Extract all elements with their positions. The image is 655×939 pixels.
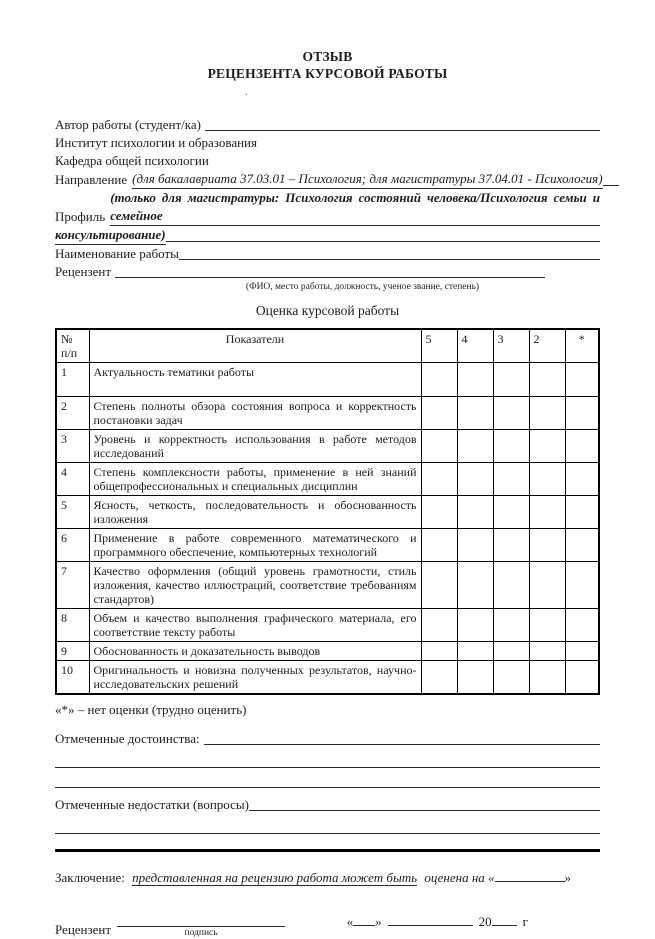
column-header-indicators: Показатели <box>89 329 421 363</box>
row-indicator: Степень полноты обзора состояния вопроса и корректность постановки задач <box>89 397 421 430</box>
score-cell-2 <box>529 661 565 695</box>
merits-blank-line <box>204 744 600 745</box>
score-cell-star <box>565 463 599 496</box>
profile-note-line1: (только для магистратуры: Психология состояний человека/Психология семьи и семейное <box>110 189 600 226</box>
flaws-label: Отмеченные недостатки (вопросы) <box>55 797 249 812</box>
score-cell-star <box>565 496 599 529</box>
blank-line <box>55 814 600 834</box>
table-header-row <box>56 329 599 363</box>
year-blank <box>492 914 517 926</box>
profile-blank-line <box>166 241 600 242</box>
author-label: Автор работы (студент/ка) <box>55 117 201 132</box>
work-name-label: Наименование работы <box>55 246 179 261</box>
score-cell-5 <box>421 642 457 661</box>
stray-mark: . <box>245 86 248 98</box>
year-prefix: 20 <box>478 914 492 929</box>
score-cell-4 <box>457 363 493 397</box>
row-number: 1 <box>56 363 89 397</box>
score-cell-star <box>565 529 599 562</box>
row-indicator: Качество оформления (общий уровень грамотности, стиль изложения, качество иллюстраций, соответствие требованиям стандартов) <box>89 562 421 609</box>
document-title-line1: ОТЗЫВ <box>302 49 353 64</box>
row-number: 6 <box>56 529 89 562</box>
profile-note-line2: консультирование) <box>55 226 166 245</box>
table-row <box>56 661 599 695</box>
score-cell-2 <box>529 463 565 496</box>
score-cell-5 <box>421 430 457 463</box>
table-row <box>56 363 599 397</box>
score-cell-4 <box>457 496 493 529</box>
table-row <box>56 642 599 661</box>
remarks-section <box>55 730 600 834</box>
column-header-number <box>56 329 89 363</box>
date-open-quote: « <box>346 914 354 929</box>
score-cell-3 <box>493 463 529 496</box>
row-number: 9 <box>56 642 89 661</box>
signature-reviewer-label: Рецензент <box>55 922 112 937</box>
column-header-score-2: 2 <box>529 329 565 363</box>
row-number: 5 <box>56 496 89 529</box>
score-cell-star <box>565 363 599 397</box>
score-cell-3 <box>493 496 529 529</box>
section-divider <box>55 849 600 852</box>
flaws-blank-line <box>249 810 600 811</box>
score-cell-5 <box>421 363 457 397</box>
evaluation-table <box>55 328 600 695</box>
date-field <box>347 913 528 931</box>
score-cell-3 <box>493 609 529 642</box>
score-cell-2 <box>529 609 565 642</box>
score-cell-3 <box>493 363 529 397</box>
score-cell-3 <box>493 661 529 695</box>
work-name-blank-line <box>179 259 600 260</box>
score-cell-5 <box>421 496 457 529</box>
table-row <box>56 529 599 562</box>
no-score-note: «*» – нет оценки (трудно оценить) <box>55 702 247 717</box>
author-blank-line <box>205 130 600 131</box>
row-indicator: Применение в работе современного математического и программного обеспечение, компьютерных технологий <box>89 529 421 562</box>
department-text: Кафедра общей психологии <box>55 153 209 168</box>
closing-quote: » <box>564 870 572 885</box>
row-number: 8 <box>56 609 89 642</box>
direction-blank-line <box>603 185 619 186</box>
score-cell-2 <box>529 430 565 463</box>
score-cell-4 <box>457 609 493 642</box>
table-row <box>56 397 599 430</box>
conclusion-label: Заключение: <box>55 870 125 885</box>
date-close-quote: » <box>375 914 382 929</box>
reviewer-field <box>55 263 600 281</box>
institute-text: Институт психологии и образования <box>55 135 257 150</box>
department-line <box>55 152 600 170</box>
profile-field <box>55 189 600 226</box>
score-cell-3 <box>493 397 529 430</box>
reviewer-hint: (ФИО, место работы, должность, ученое звание, степень) <box>245 282 480 292</box>
score-cell-4 <box>457 661 493 695</box>
institute-line <box>55 134 600 152</box>
profile-field-line2 <box>55 226 600 245</box>
blank-line <box>55 748 600 768</box>
merits-field <box>55 730 600 748</box>
direction-note: (для бакалавриата 37.03.01 – Психология; для магистратуры 37.04.01 - Психология) <box>132 170 602 189</box>
score-cell-star <box>565 642 599 661</box>
work-name-field <box>55 245 600 263</box>
direction-field <box>55 170 603 189</box>
score-cell-star <box>565 661 599 695</box>
score-cell-2 <box>529 642 565 661</box>
score-cell-2 <box>529 397 565 430</box>
conclusion-tail-phrase: оценена на « <box>424 870 495 885</box>
direction-label: Направление <box>55 172 128 187</box>
number-header-line1: № <box>61 332 73 346</box>
score-cell-5 <box>421 463 457 496</box>
score-cell-3 <box>493 529 529 562</box>
number-header-line2: п/п <box>61 346 78 360</box>
score-cell-5 <box>421 609 457 642</box>
score-cell-star <box>565 430 599 463</box>
column-header-no-score: * <box>565 329 599 363</box>
score-cell-4 <box>457 397 493 430</box>
score-cell-2 <box>529 529 565 562</box>
conclusion-field <box>55 869 600 887</box>
score-cell-2 <box>529 496 565 529</box>
signature-row <box>55 913 600 939</box>
score-cell-4 <box>457 642 493 661</box>
merits-label: Отмеченные достоинства: <box>55 731 200 746</box>
score-cell-2 <box>529 363 565 397</box>
form-fields <box>55 116 603 293</box>
table-row <box>56 430 599 463</box>
score-cell-4 <box>457 430 493 463</box>
column-header-score-3: 3 <box>493 329 529 363</box>
row-number: 7 <box>56 562 89 609</box>
row-indicator: Уровень и корректность использования в работе методов исследований <box>89 430 421 463</box>
reviewer-blank-line <box>115 277 545 278</box>
signature-caption: подпись <box>184 928 218 938</box>
score-cell-star <box>565 397 599 430</box>
score-cell-2 <box>529 562 565 609</box>
column-header-score-5: 5 <box>421 329 457 363</box>
profile-label: Профиль <box>55 209 106 224</box>
author-field <box>55 116 600 134</box>
blank-line <box>55 768 600 788</box>
row-indicator: Объем и качество выполнения графического материала, его соответствие тексту работы <box>89 609 421 642</box>
score-cell-5 <box>421 529 457 562</box>
grade-blank <box>495 870 565 882</box>
score-cell-star <box>565 562 599 609</box>
row-number: 4 <box>56 463 89 496</box>
score-cell-3 <box>493 642 529 661</box>
date-month-blank <box>388 914 473 926</box>
score-cell-4 <box>457 562 493 609</box>
table-row <box>56 609 599 642</box>
conclusion-underlined-phrase: представленная на рецензию работа может быть <box>132 870 418 885</box>
table-row <box>56 496 599 529</box>
score-cell-3 <box>493 430 529 463</box>
signature-line-wrap <box>117 913 285 939</box>
score-cell-3 <box>493 562 529 609</box>
table-row <box>56 463 599 496</box>
row-indicator: Актуальность тематики работы <box>89 363 421 397</box>
column-header-score-4: 4 <box>457 329 493 363</box>
score-cell-5 <box>421 562 457 609</box>
row-indicator: Оригинальность и новизна полученных результатов, научно-исследовательских решений <box>89 661 421 695</box>
row-indicator: Степень комплексности работы, применение в ней знаний общепрофессиональных и специальных дисциплин <box>89 463 421 496</box>
row-indicator: Ясность, четкость, последовательность и обоснованность изложения <box>89 496 421 529</box>
score-cell-star <box>565 609 599 642</box>
document-title-line2: РЕЦЕНЗЕНТА КУРСОВОЙ РАБОТЫ <box>207 66 448 81</box>
evaluation-section-title: Оценка курсовой работы <box>255 303 400 318</box>
row-number: 2 <box>56 397 89 430</box>
flaws-field <box>55 796 600 814</box>
table-row <box>56 562 599 609</box>
score-cell-5 <box>421 661 457 695</box>
row-number: 3 <box>56 430 89 463</box>
score-cell-4 <box>457 463 493 496</box>
date-day-blank <box>353 914 375 926</box>
reviewer-label: Рецензент <box>55 264 112 279</box>
score-cell-5 <box>421 397 457 430</box>
reviewer-signature-field <box>55 913 285 939</box>
row-indicator: Обоснованность и доказательность выводов <box>89 642 421 661</box>
signature-blank-line <box>117 913 285 927</box>
year-suffix: г <box>522 914 528 929</box>
score-cell-4 <box>457 529 493 562</box>
row-number: 10 <box>56 661 89 695</box>
